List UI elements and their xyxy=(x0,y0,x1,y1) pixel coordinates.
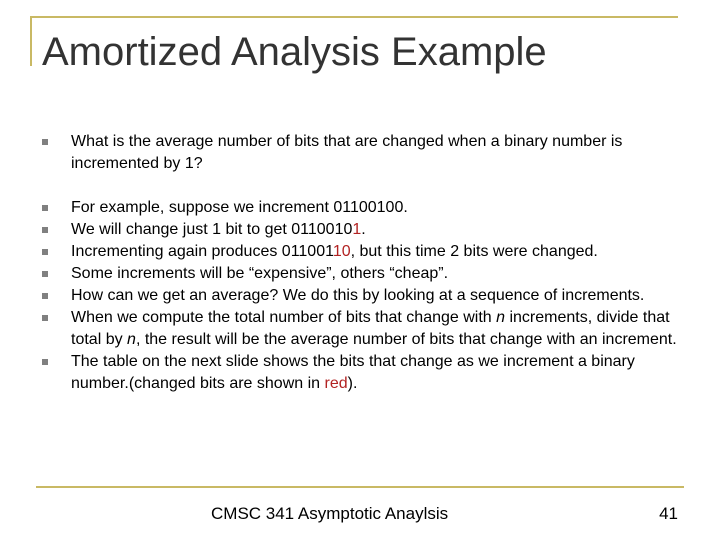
footer-rule xyxy=(36,486,684,488)
bullet-text: ). xyxy=(347,375,358,392)
bullet-text: The table on the next slide shows the bits that change as we increment a binary number.(changed bits are shown in xyxy=(71,353,635,392)
bullet-text: For example, suppose we increment 01100100. xyxy=(71,199,408,216)
bullet-text: Some increments will be “expensive”, others “cheap”. xyxy=(71,265,449,282)
bullet-marker-icon xyxy=(42,227,48,233)
footer-course: CMSC 341 Asymptotic Anaylsis xyxy=(211,504,449,523)
bullet-item xyxy=(42,351,682,395)
bullet-text: We will change just 1 bit to get 0110010 xyxy=(71,221,353,238)
bullet-text: How can we get an average? We do this by looking at a sequence of increments. xyxy=(71,287,645,304)
slide-title: Amortized Analysis Example xyxy=(42,30,547,74)
bullet-text: increments, divide that total by xyxy=(71,309,670,348)
bullet-item xyxy=(42,307,682,351)
bullet-marker-icon xyxy=(42,293,48,299)
bullet-text: . xyxy=(361,221,366,238)
bullet-marker-icon xyxy=(42,139,48,145)
bullet-marker-icon xyxy=(42,271,48,277)
variable-n: n xyxy=(127,331,136,348)
slide-number: 41 xyxy=(659,504,678,523)
bullet-list xyxy=(42,131,682,395)
title-frame-top-rule xyxy=(30,16,678,18)
bullet-item xyxy=(42,197,682,219)
bullet-marker-icon xyxy=(42,315,48,321)
red-word: red xyxy=(324,375,348,392)
bullet-marker-icon xyxy=(42,359,48,365)
changed-bits: 10 xyxy=(332,243,351,260)
bullet-text: , the result will be the average number of bits that change with an increment. xyxy=(135,331,677,348)
bullet-item xyxy=(42,219,682,241)
bullet-text: Incrementing again produces 011001 xyxy=(71,243,333,260)
bullet-text: What is the average number of bits that are changed when a binary number is incremented by 1? xyxy=(71,133,623,172)
bullet-item xyxy=(42,131,682,175)
changed-bits: 1 xyxy=(352,221,362,238)
title-frame-left-rule xyxy=(30,16,32,66)
bullet-item xyxy=(42,241,682,263)
bullet-item xyxy=(42,285,682,307)
bullet-marker-icon xyxy=(42,249,48,255)
bullet-text: , but this time 2 bits were changed. xyxy=(350,243,598,260)
bullet-text: When we compute the total number of bits that change with xyxy=(71,309,497,326)
bullet-marker-icon xyxy=(42,205,48,211)
variable-n: n xyxy=(496,309,506,326)
bullet-item xyxy=(42,263,682,285)
